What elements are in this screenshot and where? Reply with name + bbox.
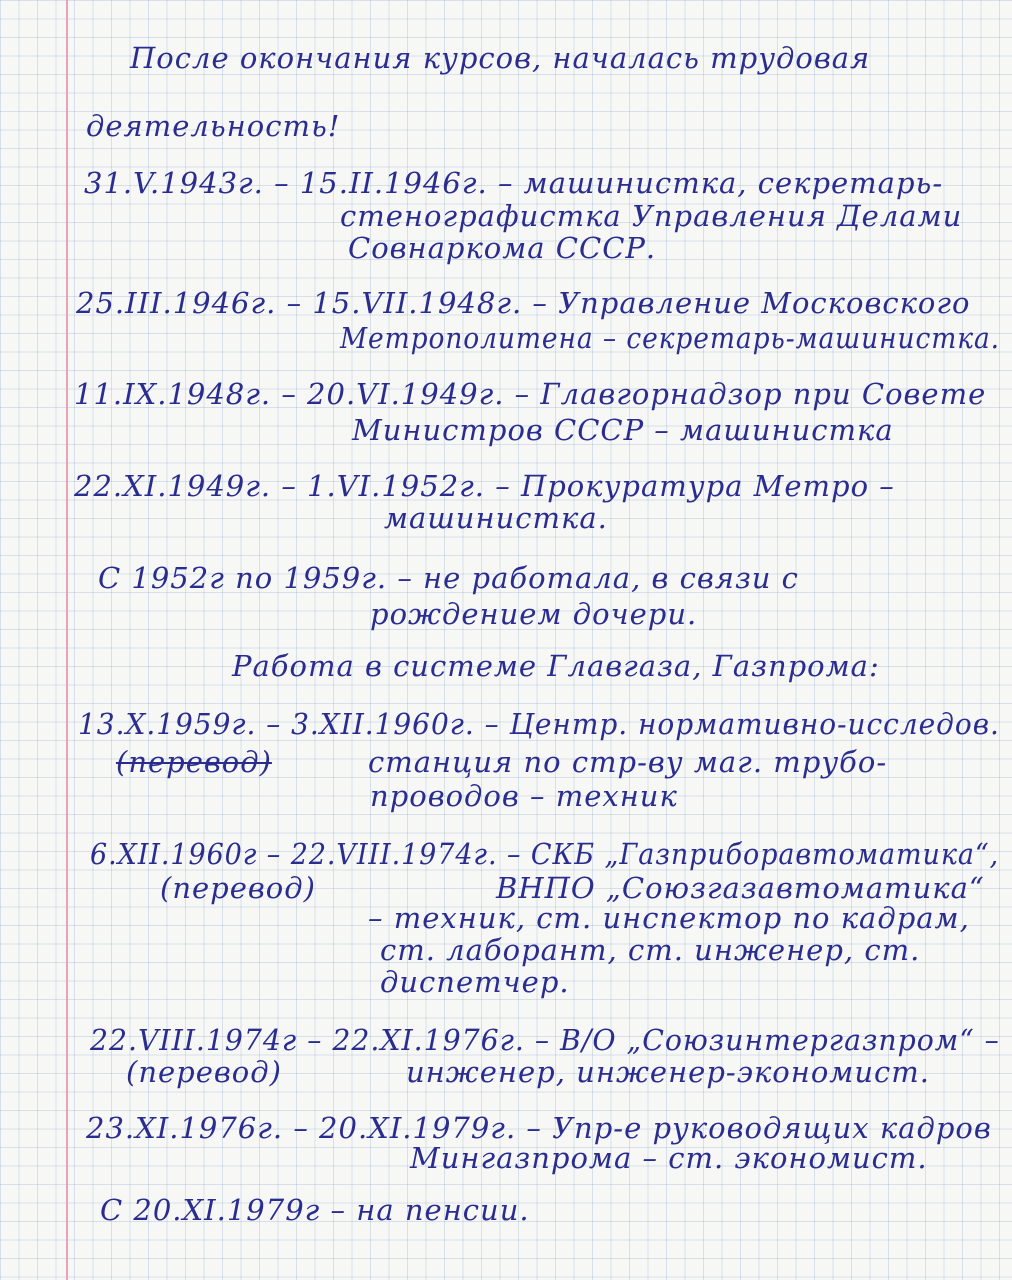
entry-5-line-2: рождением дочери.: [370, 597, 698, 631]
entry-1-line-2: стенографистка Управления Делами: [340, 199, 963, 233]
entry-2-line-2: Метрополитена – секретарь-машинистка.: [340, 321, 1000, 355]
gas-entry-2-line-3: – техник, ст. инспектор по кадрам,: [368, 901, 970, 935]
entry-4-line-1: 22.XI.1949г. – 1.VI.1952г. – Прокуратура Метро –: [74, 469, 895, 503]
entry-1-line-3: Совнаркома СССР.: [348, 231, 657, 265]
gas-entry-2-line-1: 6.XII.1960г – 22.VIII.1974г. – СКБ „Газприборавтоматика“,: [90, 837, 1000, 871]
entry-1-line-1: 31.V.1943г. – 15.II.1946г. – машинистка, секретарь-: [84, 166, 944, 200]
gas-entry-3-note: (перевод): [126, 1055, 282, 1089]
gas-entry-1-note: (перевод): [116, 745, 272, 779]
heading-line-2: деятельность!: [86, 109, 341, 143]
section-title: Работа в системе Главгаза, Газпрома:: [232, 649, 880, 683]
entry-3-line-1: 11.IX.1948г. – 20.VI.1949г. – Главгорнадзор при Совете: [74, 377, 987, 411]
gas-entry-2-line-4: ст. лаборант, ст. инженер, ст.: [380, 933, 921, 967]
gas-entry-3-line-1: 22.VIII.1974г – 22.XI.1976г. – В/О „Союзинтергазпром“ –: [90, 1023, 1000, 1057]
gas-entry-4-line-2: Мингазпрома – ст. экономист.: [410, 1141, 928, 1175]
entry-3-line-2: Министров СССР – машинистка: [352, 413, 894, 447]
gas-entry-5-line-1: С 20.XI.1979г – на пенсии.: [100, 1193, 530, 1227]
gas-entry-2-note: (перевод): [160, 871, 316, 905]
entry-4-line-2: машинистка.: [384, 501, 608, 535]
gas-entry-3-line-2: инженер, инженер-экономист.: [406, 1055, 930, 1089]
gas-entry-1-line-3: проводов – техник: [370, 779, 678, 813]
entry-2-line-1: 25.III.1946г. – 15.VII.1948г. – Управление Московского: [76, 286, 971, 320]
gas-entry-2-line-2: ВНПО „Союзгазавтоматика“: [496, 871, 985, 905]
entry-5-line-1: С 1952г по 1959г. – не работала, в связи с: [98, 561, 799, 595]
heading-line-1: После окончания курсов, началась трудовая: [130, 41, 871, 75]
gas-entry-2-line-5: диспетчер.: [380, 965, 570, 999]
gas-entry-4-line-1: 23.XI.1976г. – 20.XI.1979г. – Упр-е руководящих кадров: [86, 1111, 992, 1145]
gas-entry-1-line-1: 13.X.1959г. – 3.XII.1960г. – Центр. нормативно-исследов.: [78, 707, 1000, 741]
gas-entry-1-line-2: станция по стр-ву маг. трубо-: [368, 745, 888, 779]
